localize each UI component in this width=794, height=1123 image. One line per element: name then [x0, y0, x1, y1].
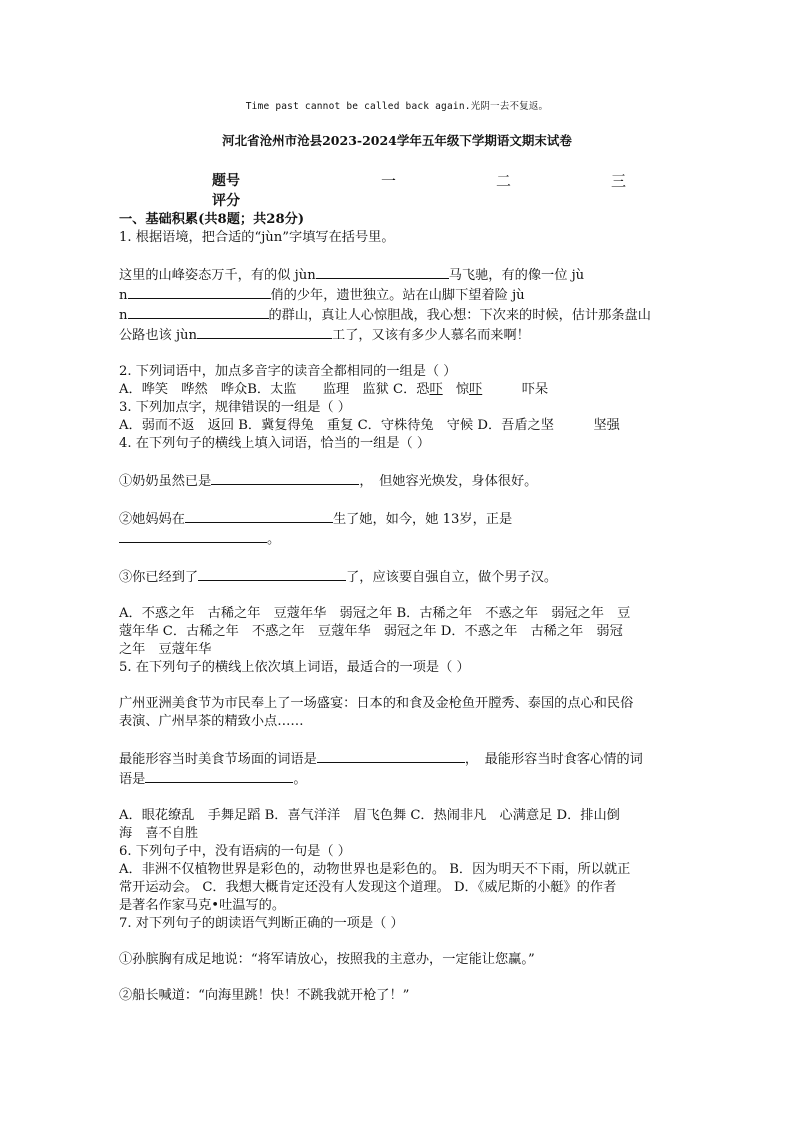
question-5-fill-line-1: 最能形容当时美食节场面的词语是 ， 最能形容当时食客心情的词 — [119, 749, 675, 769]
answer-blank[interactable] — [145, 769, 293, 783]
question-1-line-1 — [119, 265, 675, 285]
score-table-col-2: 二 — [496, 172, 512, 190]
question-6-options-line-3: 是著名作家马克•吐温写的。 — [119, 898, 286, 913]
q1-text: n — [119, 288, 128, 303]
exam-title: 河北省沧州市沧县2023-2024学年五年级下学期语文期末试卷 — [222, 133, 572, 148]
answer-blank[interactable] — [211, 471, 359, 485]
question-7-sentence-1: ①孙膑胸有成足地说：“将军请放心，按照我的主意办，一定能让您赢。” — [119, 952, 535, 967]
question-2-prompt: 2. 下列词语中，加点多音字的读音全都相同的一组是（ ） — [119, 364, 457, 379]
q1-text: n — [119, 308, 128, 323]
question-4-sentence-2: ②她妈妈在 生了她，如今，她 13岁，正是 — [119, 509, 675, 529]
question-1-prompt: 1. 根据语境，把合适的“jùn”字填写在括号里。 — [119, 230, 395, 245]
q2-option-a: A．哗笑 哗然 哗众 — [119, 382, 248, 397]
question-6-options-line-1: A．非洲不仅植物世界是彩色的，动物世界也是彩色的。 B．因为明天不下雨，所以就正 — [119, 862, 631, 877]
answer-blank[interactable] — [317, 749, 465, 763]
q1-text: 马飞驰，有的像一位 jù — [448, 268, 585, 283]
question-1-line-2 — [119, 285, 675, 305]
score-table-row2-label: 评分 — [212, 193, 240, 209]
question-4-prompt: 4. 在下列句子的横线上填入词语，恰当的一组是（ ） — [119, 436, 431, 451]
question-5-prompt: 5. 在下列句子的横线上依次填上词语，最适合的一项是（ ） — [119, 660, 470, 675]
question-5-passage-2: 表演、广州早茶的精致小点…… — [119, 714, 304, 729]
q1-text: 的群山，真让人心惊胆战，我心想：下次来的时候，估计那条盘山 — [268, 308, 651, 323]
q1-text: 公路也该 jùn — [119, 328, 198, 343]
answer-blank[interactable] — [197, 325, 332, 339]
motto-line: Time past cannot be called back again.光阴一去不复返。 — [245, 101, 549, 112]
answer-blank[interactable] — [316, 265, 449, 279]
answer-blank[interactable] — [128, 285, 271, 299]
score-table-col-3: 三 — [611, 172, 627, 190]
question-1-line-4 — [119, 325, 675, 345]
answer-blank[interactable] — [185, 509, 333, 523]
question-1-line-3 — [119, 305, 675, 325]
question-5-fill-line-2: 语是 。 — [119, 769, 675, 789]
exam-body — [119, 211, 675, 1005]
answer-blank[interactable] — [128, 305, 269, 319]
section-heading: 一、基础积累(共8题；共28分) — [119, 212, 305, 227]
question-4-sentence-2-cont: 。 — [119, 529, 675, 549]
question-5-options-line-1: A．眼花缭乱 手舞足蹈 B．喜气洋洋 眉飞色舞 C．热闹非凡 心满意足 D．排山倒 — [119, 808, 620, 823]
question-5-options-line-2: 海 喜不自胜 — [119, 826, 199, 841]
q2-option-c: C．恐吓 惊吓 吓呆 — [393, 382, 549, 397]
q2-option-b: B．太监 监理 监狱 — [247, 382, 389, 397]
score-table-col-1: 一 — [381, 172, 397, 190]
q1-text: 俏的少年，遗世独立。站在山脚下望着险 jù — [270, 288, 525, 303]
answer-blank[interactable] — [119, 529, 267, 543]
question-6-options-line-2: 常开运动会。 C．我想大概肯定还没有人发现这个道理。 D．《威尼斯的小艇》的作者 — [119, 880, 617, 895]
q1-text: 工了，又该有多少人慕名而来啊！ — [332, 328, 530, 343]
answer-blank[interactable] — [198, 567, 346, 581]
question-4-sentence-3: ③你已经到了 了，应该要自强自立，做个男子汉。 — [119, 567, 675, 587]
question-4-options-line-1: A．不惑之年 古稀之年 豆蔻年华 弱冠之年 B．古稀之年 不惑之年 弱冠之年 豆 — [119, 606, 631, 621]
question-3-prompt: 3. 下列加点字，规律错误的一组是（ ） — [119, 400, 351, 415]
q1-text: 这里的山峰姿态万千，有的似 jùn — [119, 268, 316, 283]
question-7-prompt: 7. 对下列句子的朗读语气判断正确的一项是（ ） — [119, 916, 404, 931]
question-6-prompt: 6. 下列句子中，没有语病的一句是（ ） — [119, 844, 351, 859]
question-4-sentence-1: ①奶奶虽然已是 ， 但她容光焕发，身体很好。 — [119, 471, 675, 491]
question-2-options — [119, 381, 675, 399]
question-4-options-line-2: 蔻年华 C．古稀之年 不惑之年 豆蔻年华 弱冠之年 D．不惑之年 古稀之年 弱冠 — [119, 624, 623, 639]
question-7-sentence-2: ②船长喊道：“向海里跳！快！不跳我就开枪了！” — [119, 988, 410, 1003]
score-table-row1-label: 题号 — [212, 173, 240, 189]
question-5-passage-1: 广州亚洲美食节为市民奉上了一场盛宴：日本的和食及金枪鱼开膛秀、泰国的点心和民俗 — [119, 696, 634, 711]
question-3-options: A．弱而不返 返回 B．冀复得兔 重复 C．守株待兔 守候 D．吾盾之坚 坚强 — [119, 418, 620, 433]
question-4-options-line-3: 之年 豆蔻年华 — [119, 642, 212, 657]
